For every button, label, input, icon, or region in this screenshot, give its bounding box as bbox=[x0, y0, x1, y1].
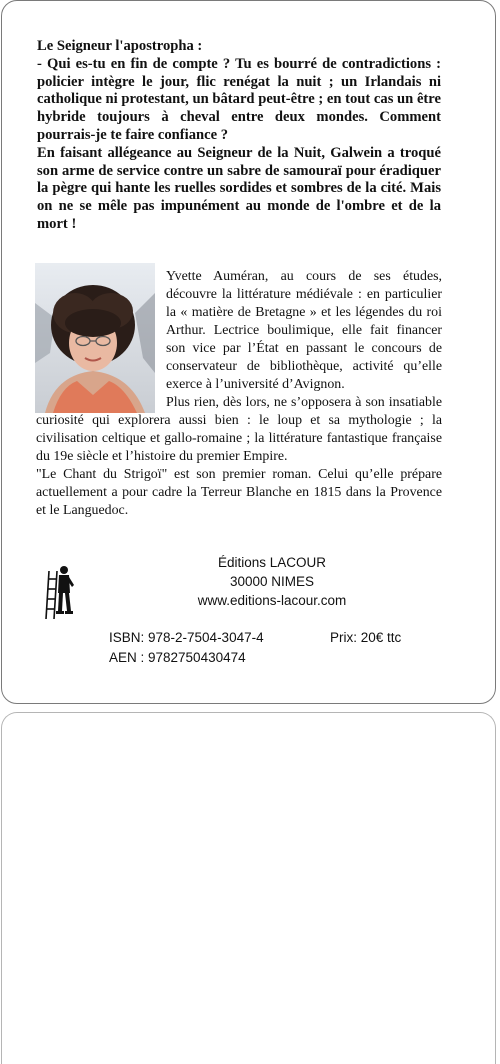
isbn-code: ISBN: 978-2-7504-3047-4 bbox=[109, 630, 264, 645]
book-back-cover bbox=[1, 0, 496, 704]
bio-paragraph-1: Yvette Auméran, au cours de ses études, découvre la littérature médiévale : en particulier la « matière de Bretagne » et les légendes du roi Arthur. Lectrice boulimique, elle fait financer son vice par l’État en passant le concours de conservateur de bibliothèque, activité qu’elle exerce à l’université d’Avignon. bbox=[166, 269, 442, 392]
blurb-dialogue: - Qui es-tu en fin de compte ? Tu es bourré de contradictions : policier intègre le jour, flic renégat la nuit ; un Irlandais ni catholique ni protestant, un bâtard peut-être ; en tout cas un être hybride toujours à cheval entre deux mondes. Comment pourrais-je te faire confiance ? bbox=[37, 55, 441, 143]
bio-paragraph-2: Plus rien, dès lors, ne s’opposera à son insatiable curiosité qui explorera aussi bien : le loup et sa mythologie ; la civilisation celtique et gallo-romaine ; la littérature fantastique française du 19e siècle et l’histoire du premier Empire. bbox=[36, 395, 442, 464]
author-photo bbox=[35, 263, 155, 413]
blurb-summary: En faisant allégeance au Seigneur de la Nuit, Galwein a troqué son arme de service contre un sabre de samouraï pour éradiquer la pègre qui hante les ruelles sordides et sombres de la cité. Mais on ne se mêle pas impunément au monde de l'ombre et de la mort ! bbox=[37, 144, 441, 232]
cover-reflection bbox=[1, 712, 496, 1064]
blurb-opening: Le Seigneur l'apostropha : bbox=[37, 38, 203, 54]
publisher-city: 30000 NIMES bbox=[229, 574, 315, 589]
bio-paragraph-3: "Le Chant du Strigoï" est son premier roman. Celui qu’elle prépare actuellement a pour cadre la Terreur Blanche en 1815 dans la Provence et le Languedoc. bbox=[36, 467, 442, 518]
blurb-text bbox=[37, 38, 441, 234]
publisher-website: www.editions-lacour.com bbox=[197, 593, 347, 608]
publisher-name: Éditions LACOUR bbox=[217, 555, 327, 570]
publisher-block bbox=[162, 553, 382, 610]
price-label: Prix: 20€ ttc bbox=[330, 630, 402, 645]
knight-on-ladder-icon bbox=[43, 563, 75, 621]
aen-code: AEN : 9782750430474 bbox=[109, 650, 246, 665]
reflection-fade bbox=[2, 713, 495, 1064]
